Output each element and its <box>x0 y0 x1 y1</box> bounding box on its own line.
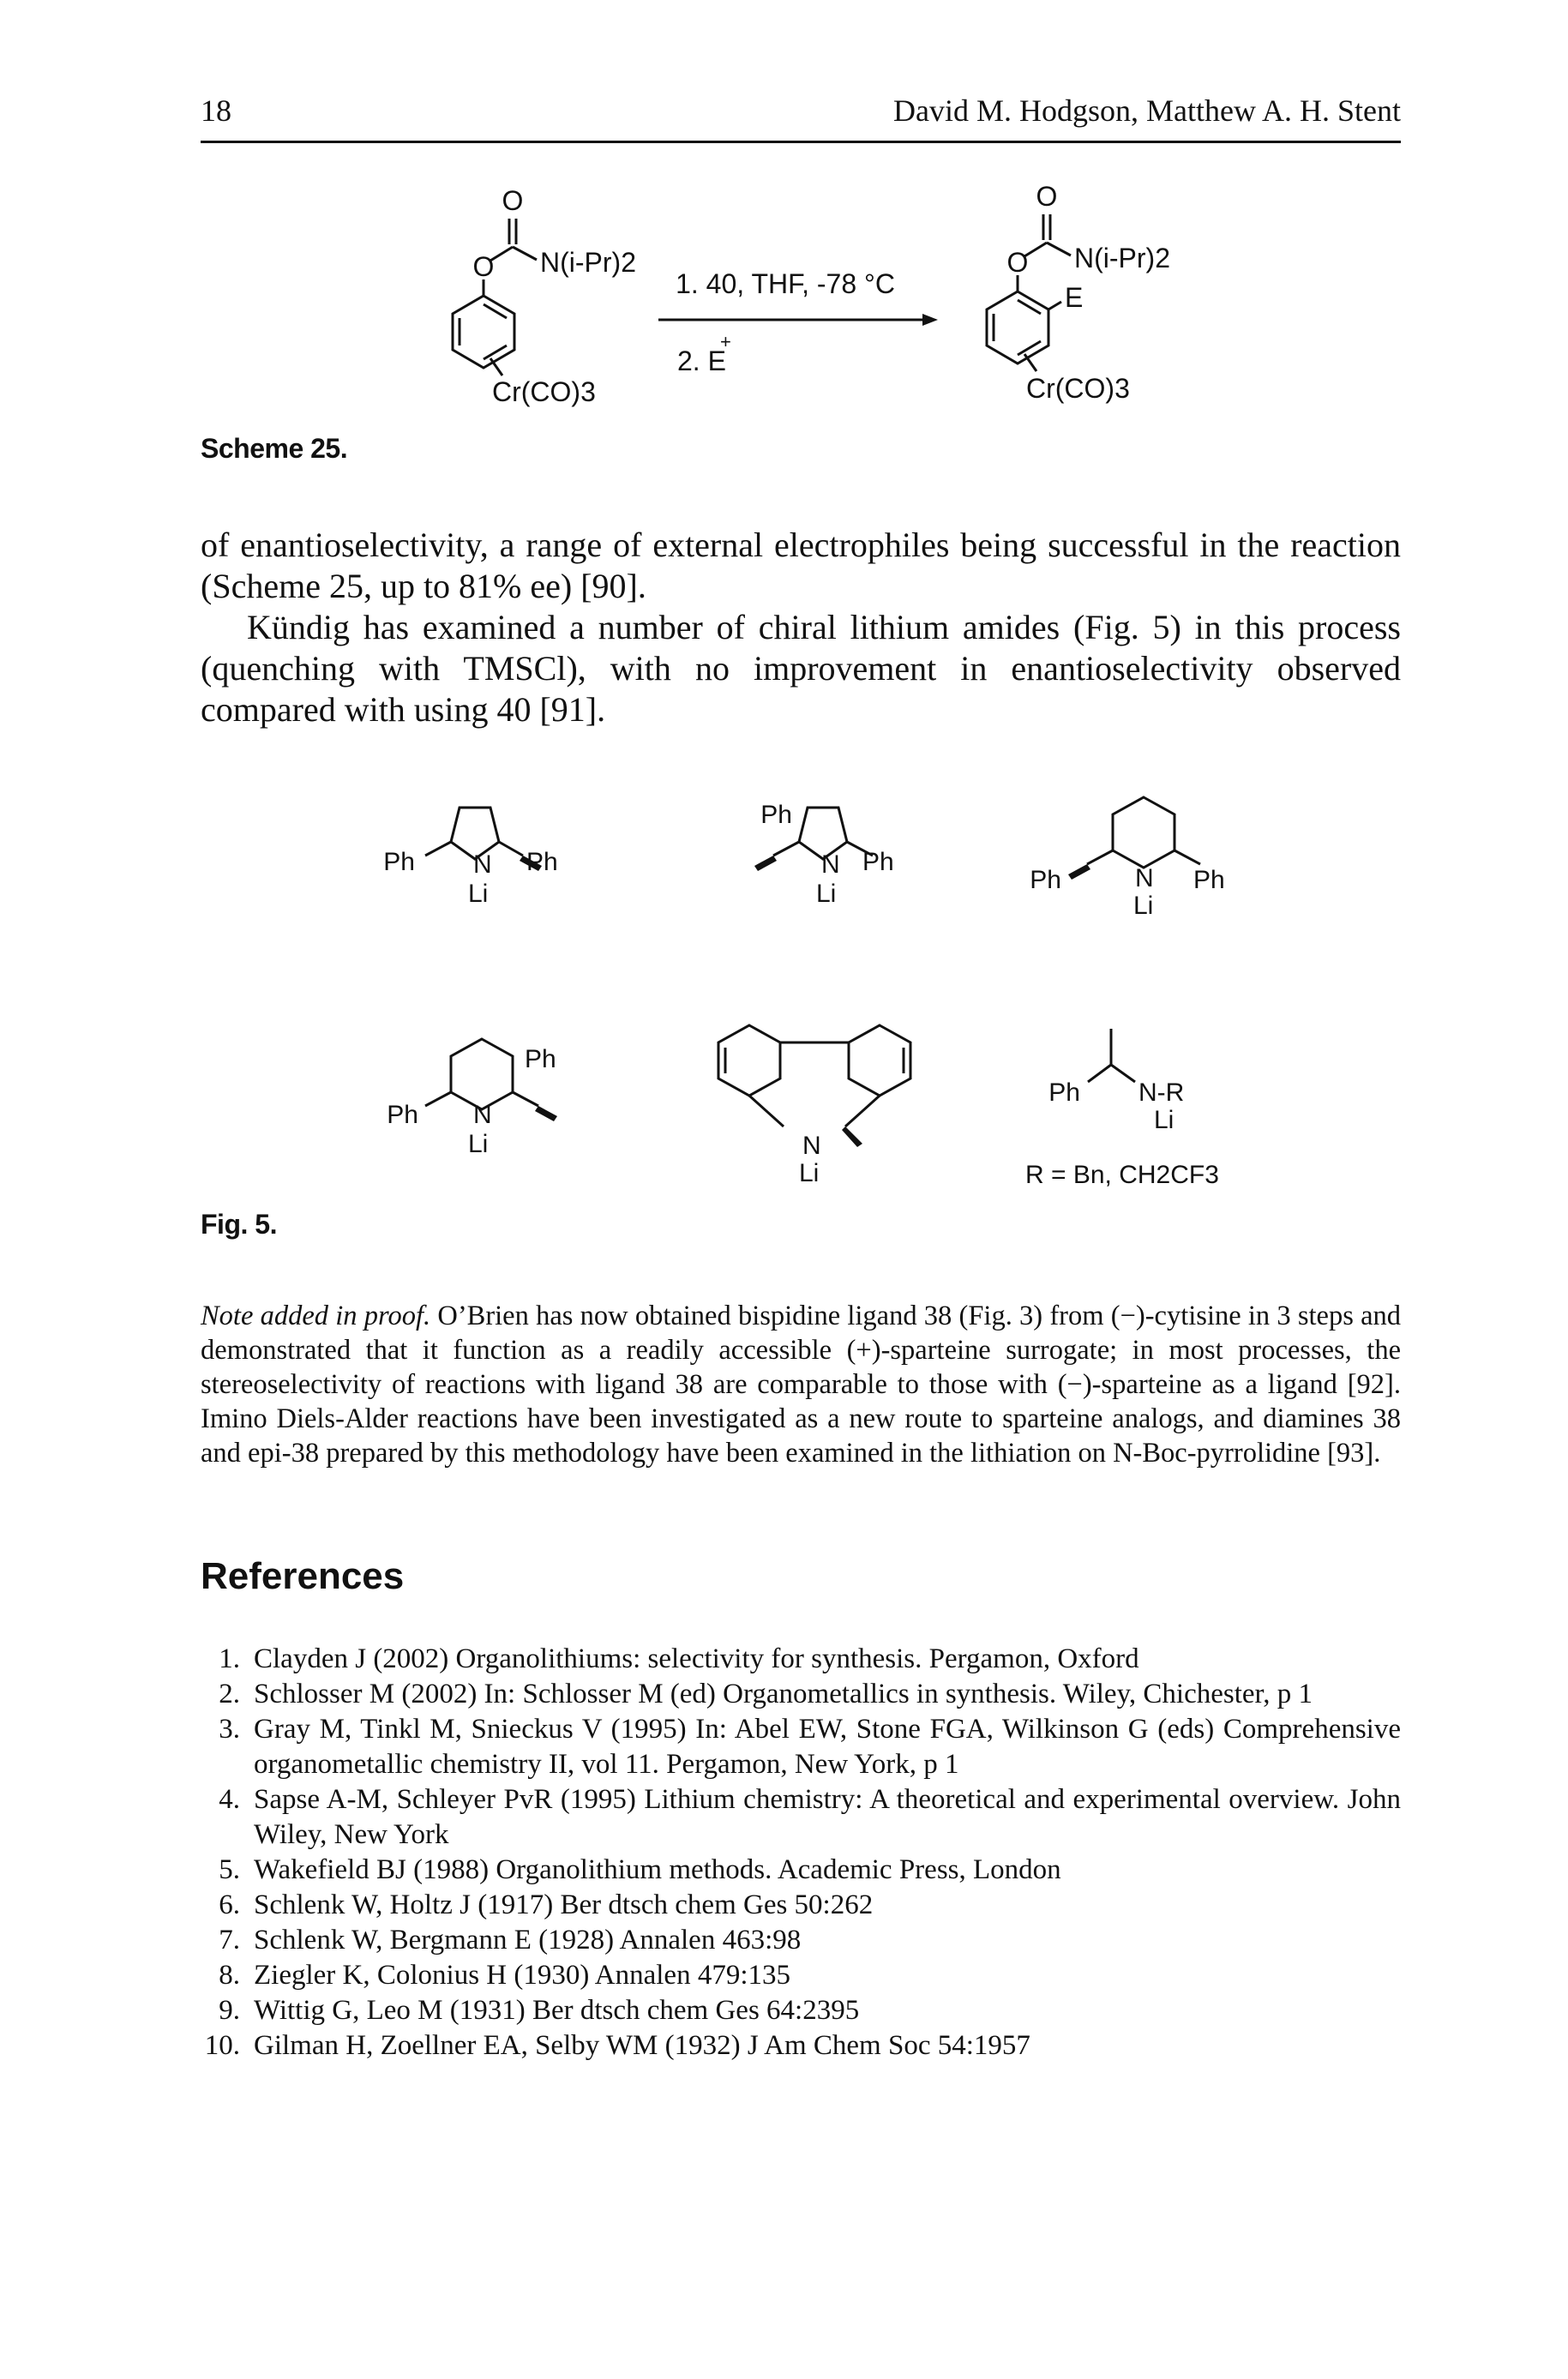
running-authors: David M. Hodgson, Matthew A. H. Stent <box>893 93 1401 128</box>
reference-item: 1. Clayden J (2002) Organolithiums: selectivity for synthesis. Pergamon, Oxford <box>219 1643 1139 1674</box>
li-6: Li <box>1154 1106 1174 1134</box>
reactant-ester-o: O <box>472 251 495 282</box>
page-number: 18 <box>201 93 231 128</box>
ph-1a: Ph <box>383 848 415 876</box>
li-5: Li <box>799 1159 820 1187</box>
ph-2a: Ph <box>760 801 792 829</box>
header-rule <box>201 141 1401 143</box>
reference-item: 7. Schlenk W, Bergmann E (1928) Annalen 463:98 <box>219 1925 802 1955</box>
reference-item: 4. Sapse A-M, Schleyer PvR (1995) Lithium chemistry: A theoretical and experimental overview. John Wiley, New York <box>219 1784 1401 1850</box>
running-header <box>201 93 1401 141</box>
reagent-step-1: 1. 40, THF, -78 °C <box>676 268 895 299</box>
li-2: Li <box>816 880 837 908</box>
n-5: N <box>802 1132 821 1160</box>
reference-item: 9. Wittig G, Leo M (1931) Ber dtsch chem Ges 64:2395 <box>219 1995 860 2026</box>
li-4: Li <box>468 1130 489 1158</box>
reactant-amide: N(i-Pr)2 <box>540 247 636 278</box>
product-amide: N(i-Pr)2 <box>1074 243 1170 273</box>
ph-4b: Ph <box>525 1045 556 1073</box>
ph-2b: Ph <box>862 848 894 876</box>
product-ester-o: O <box>1006 247 1029 278</box>
reference-item: 2. Schlosser M (2002) In: Schlosser M (ed) Organometallics in synthesis. Wiley, Chichester, p 1 <box>219 1679 1313 1709</box>
figure-5-amides <box>201 772 1401 1252</box>
ph-3b: Ph <box>1193 866 1225 894</box>
li-1: Li <box>468 880 489 908</box>
n-1: N <box>473 850 492 879</box>
ph-4a: Ph <box>387 1101 418 1129</box>
product-e: E <box>1065 282 1084 313</box>
scheme-25-reaction <box>201 171 1401 480</box>
li-3: Li <box>1133 892 1154 920</box>
note-added-in-proof <box>201 1299 1401 1470</box>
n-2: N <box>821 850 840 879</box>
product-metal: Cr(CO)3 <box>1026 373 1130 404</box>
ph-6: Ph <box>1048 1078 1080 1107</box>
reagent-step-2: 2. E <box>677 345 726 376</box>
reference-item: 3. Gray M, Tinkl M, Snieckus V (1995) In: Abel EW, Stone FGA, Wilkinson G (eds) Comprehensive organometallic chemistry II, vol 11. Pergamon, New York, p 1 <box>219 1714 1401 1780</box>
r-definition: R = Bn, CH2CF3 <box>1025 1161 1219 1189</box>
references-list <box>201 1642 1401 2064</box>
n-r-6: N-R <box>1138 1078 1185 1107</box>
paragraph-2: Kündig has examined a number of chiral lithium amides (Fig. 5) in this process (quenching with TMSCl), with no improvement in enantioselectivity observed compared with using 40 [91]. <box>201 608 1401 729</box>
reactant-metal: Cr(CO)3 <box>492 376 596 407</box>
reagent-step-2-sup: + <box>720 331 731 352</box>
figure-label: Fig. 5. <box>201 1209 277 1240</box>
references-heading: References <box>201 1555 405 1597</box>
n-3: N <box>1135 864 1154 892</box>
reactant-carbonyl-o: O <box>502 185 524 216</box>
paragraph-1: of enantioselectivity, a range of external electrophiles being successful in the reaction (Scheme 25, up to 81% ee) [90]. <box>201 526 1401 605</box>
reference-item: 10. Gilman H, Zoellner EA, Selby WM (1932) J Am Chem Soc 54:1957 <box>204 2030 1030 2061</box>
ph-1b: Ph <box>526 848 558 876</box>
note-body: O’Brien has now obtained bispidine ligand 38 (Fig. 3) from (−)-cytisine in 3 steps and demonstrated that it function as a readily accessible (+)-sparteine surrogate; in most processes, the stereoselectivity of reactions with ligand 38 are comparable to those with (−)-sparteine as a ligand [92]. Imino Diels-Alder reactions have been investigated as a new route to sparteine analogs, and diamines 38 and epi-38 prepared by this methodology have been examined in the lithiation on N-Boc-pyrrolidine [93]. <box>201 1301 1402 1469</box>
body-text <box>201 525 1401 730</box>
note-lead: Note added in proof. <box>201 1301 431 1331</box>
reference-item: 5. Wakefield BJ (1988) Organolithium methods. Academic Press, London <box>219 1854 1061 1885</box>
scheme-label: Scheme 25. <box>201 433 348 464</box>
ph-3a: Ph <box>1030 866 1061 894</box>
product-carbonyl-o: O <box>1036 181 1058 212</box>
n-4: N <box>473 1101 492 1129</box>
reference-item: 6. Schlenk W, Holtz J (1917) Ber dtsch chem Ges 50:262 <box>219 1889 874 1920</box>
reference-item: 8. Ziegler K, Colonius H (1930) Annalen 479:135 <box>219 1960 791 1991</box>
